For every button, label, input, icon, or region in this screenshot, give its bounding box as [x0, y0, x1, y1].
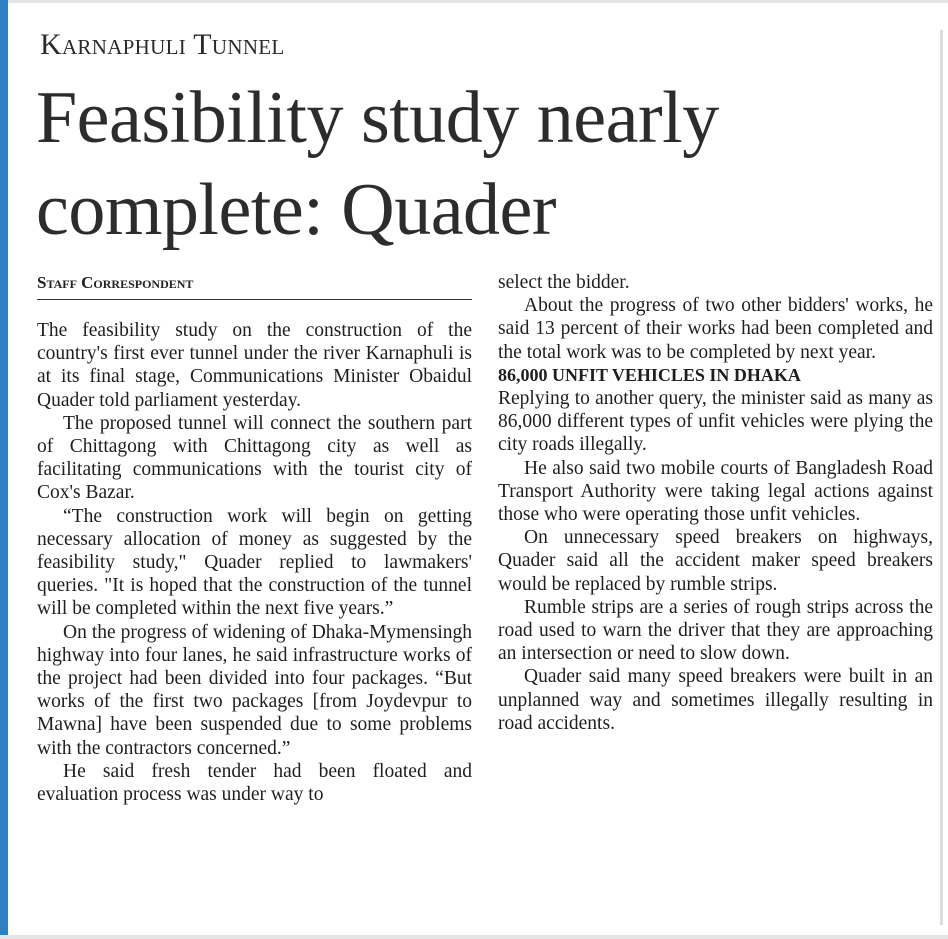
byline: Staff Correspondent	[37, 273, 194, 292]
right-border	[940, 30, 943, 925]
paragraph: He said fresh tender had been floated and evaluation process was under way to	[37, 760, 472, 806]
byline-rule	[37, 299, 472, 300]
left-accent-border	[0, 0, 8, 939]
paragraph: “The construction work will begin on getting necessary allocation of money as suggested by the feasibility study," Quader replied to lawmakers' queries. "It is hoped that the construction of the tunnel will be completed within the next five years.”	[37, 505, 472, 620]
paragraph: About the progress of two other bidders' works, he said 13 percent of their works had been completed and the total work was to be completed by next year.	[498, 295, 933, 363]
subheading: 86,000 UNFIT VEHICLES IN DHAKA	[498, 364, 801, 385]
paragraph: The feasibility study on the construction of the country's first ever tunnel under the river Karnaphuli is at its final stage, Communications Minister Obaidul Quader told parliament yesterday.	[37, 320, 472, 411]
paragraph: select the bidder.	[498, 272, 630, 293]
right-column	[498, 271, 933, 735]
paragraph: He also said two mobile courts of Bangladesh Road Transport Authority were taking legal actions against those who were operating those unfit vehicles.	[498, 457, 933, 526]
paragraph: On the progress of widening of Dhaka-Mymensingh highway into four lanes, he said infrastructure works of the project had been divided into four packages. “But works of the first two packages [from Joydevpur to Mawna] have been suspended due to some problems with the contractors concerned.”	[37, 621, 472, 759]
left-column	[37, 319, 472, 806]
bottom-border	[0, 935, 948, 939]
paragraph: The proposed tunnel will connect the southern part of Chittagong with Chittagong city as well as facilitating communications with the tourist city of Cox's Bazar.	[37, 412, 472, 504]
top-border	[0, 0, 948, 3]
paragraph: Replying to another query, the minister said as many as 86,000 different types of unfit vehicles were plying the city roads illegally.	[498, 388, 933, 456]
paragraph: Quader said many speed breakers were built in an unplanned way and sometimes illegally resulting in road accidents.	[498, 666, 933, 734]
paragraph: Rumble strips are a series of rough strips across the road used to warn the driver that they are approaching an intersection or need to slow down.	[498, 596, 933, 665]
paragraph: On unnecessary speed breakers on highways, Quader said all the accident maker speed breakers would be replaced by rumble strips.	[498, 527, 933, 595]
headline: Feasibility study nearly complete: Quader	[36, 77, 719, 251]
kicker-label: Karnaphuli Tunnel	[40, 28, 285, 61]
